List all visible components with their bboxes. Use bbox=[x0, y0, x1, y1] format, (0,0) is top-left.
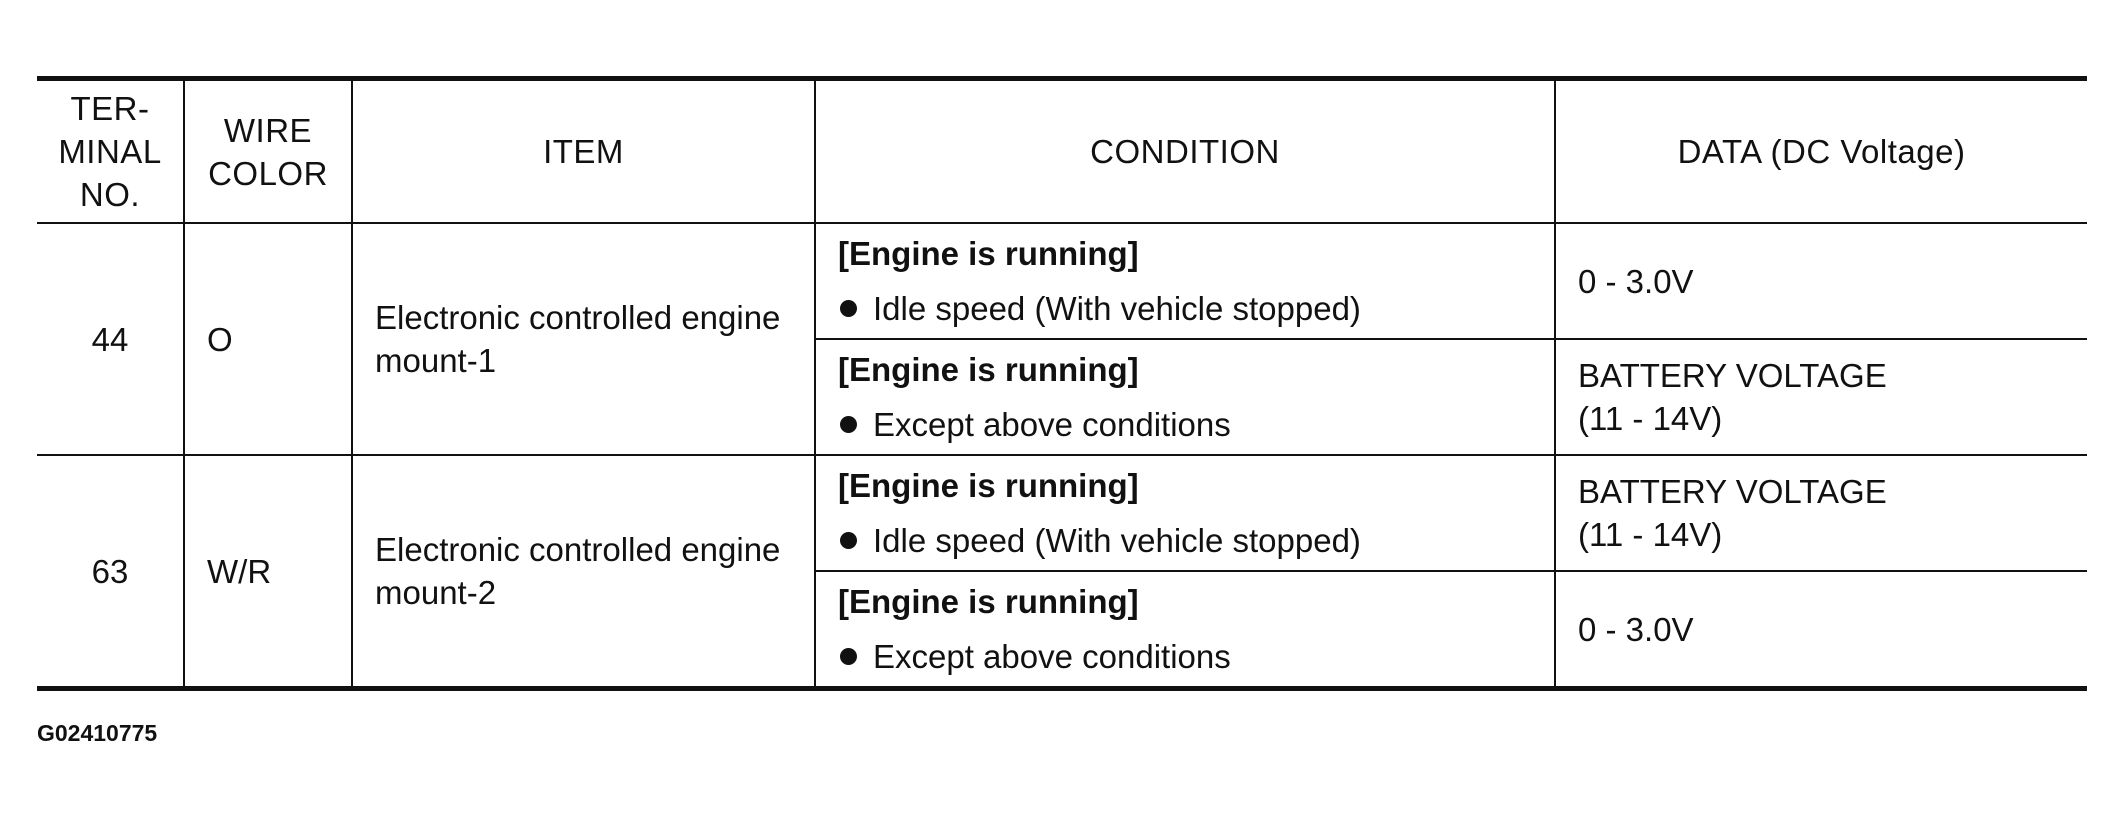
condition-cell bbox=[815, 339, 1555, 455]
item-line-1: Electronic controlled engine bbox=[375, 531, 781, 568]
item-line-1: Electronic controlled engine bbox=[375, 299, 781, 336]
figure-code: G02410775 bbox=[37, 720, 158, 746]
condition-cell bbox=[815, 223, 1555, 339]
data-value: 0 - 3.0V bbox=[1578, 610, 1694, 648]
condition-detail-line bbox=[838, 519, 1554, 562]
data-value-line-2: (11 - 14V) bbox=[1578, 400, 1723, 437]
condition-cell bbox=[815, 571, 1555, 689]
bullet-icon bbox=[840, 416, 857, 433]
header-condition: CONDITION bbox=[815, 79, 1555, 224]
header-wire-color bbox=[184, 79, 352, 224]
item-line-2: mount-1 bbox=[375, 342, 497, 379]
header-wire-line-1: WIRE bbox=[223, 111, 313, 149]
data-cell bbox=[1555, 223, 2087, 339]
data-cell bbox=[1555, 455, 2087, 571]
condition-detail-line bbox=[838, 403, 1554, 446]
condition-title: [Engine is running] bbox=[838, 351, 1139, 388]
condition-title: [Engine is running] bbox=[838, 235, 1139, 272]
header-terminal-line-3: NO. bbox=[79, 176, 141, 213]
terminal-number-cell: 63 bbox=[37, 455, 184, 689]
table-row bbox=[37, 455, 2087, 571]
condition-title: [Engine is running] bbox=[838, 583, 1139, 620]
condition-detail: Except above conditions bbox=[873, 638, 1231, 675]
header-row bbox=[37, 79, 2087, 224]
header-terminal-line-1: TER- bbox=[70, 90, 150, 127]
table-body bbox=[37, 223, 2087, 689]
item-cell bbox=[352, 455, 815, 689]
data-value: 0 - 3.0V bbox=[1578, 262, 1694, 300]
data-value-line-1: BATTERY VOLTAGE bbox=[1578, 357, 1887, 394]
condition-title: [Engine is running] bbox=[838, 467, 1139, 504]
wire-color-cell: O bbox=[184, 223, 352, 455]
header-wire-line-2: COLOR bbox=[208, 154, 328, 192]
data-value-line-1: BATTERY VOLTAGE bbox=[1578, 473, 1887, 510]
header-item: ITEM bbox=[352, 79, 815, 224]
condition-detail: Idle speed (With vehicle stopped) bbox=[873, 522, 1361, 559]
data-value-line-2: (11 - 14V) bbox=[1578, 516, 1723, 553]
bullet-icon bbox=[840, 300, 857, 317]
condition-detail-line bbox=[838, 635, 1554, 678]
condition-cell bbox=[815, 455, 1555, 571]
bullet-icon bbox=[840, 532, 857, 549]
wire-color-cell: W/R bbox=[184, 455, 352, 689]
header-terminal-no bbox=[37, 79, 184, 224]
table-row bbox=[37, 223, 2087, 339]
bullet-icon bbox=[840, 648, 857, 665]
data-cell bbox=[1555, 571, 2087, 689]
table-header bbox=[37, 79, 2087, 224]
condition-detail: Idle speed (With vehicle stopped) bbox=[873, 290, 1361, 327]
header-data: DATA (DC Voltage) bbox=[1555, 79, 2087, 224]
item-cell bbox=[352, 223, 815, 455]
data-cell bbox=[1555, 339, 2087, 455]
condition-detail: Except above conditions bbox=[873, 406, 1231, 443]
condition-detail-line bbox=[838, 287, 1554, 330]
header-terminal-line-2: MINAL bbox=[58, 133, 162, 170]
item-line-2: mount-2 bbox=[375, 574, 497, 611]
terminal-spec-table bbox=[37, 76, 2087, 691]
terminal-number-cell: 44 bbox=[37, 223, 184, 455]
